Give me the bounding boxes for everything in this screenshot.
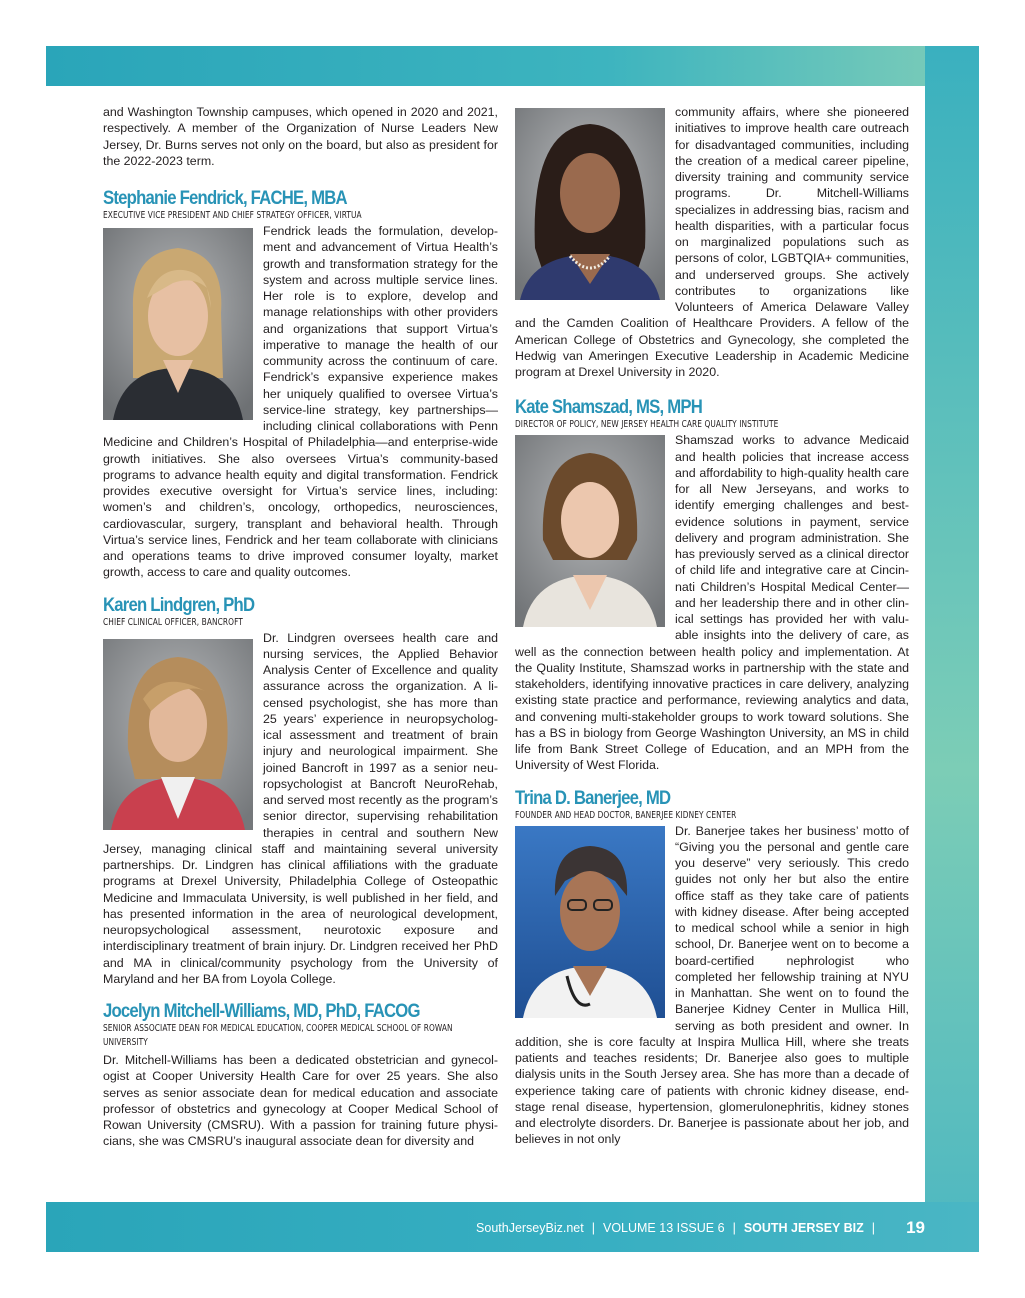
intro-paragraph: and Washington Township campuses, which opened in 2020 and 2021, respectively. A member of the Organization of Nurse Leaders New Jersey, Dr. Burns serves not only on the board, but also as president for the 2022-2023 term.: [103, 105, 498, 168]
profile-bio: Dr. Mitchell-Williams has been a dedicated obstetrician and gynecologist at Cooper University Health Care for over 25 years. She also serves as senior associate dean for medical education and associate professor of obstetrics and gynecology at Cooper Medical School of Rowan University (CMSRU). With a passion for training future physicians, she was CMSRU’s inaugural associate dean for diversity and: [103, 1053, 498, 1149]
profile-shamszad: [515, 397, 909, 773]
profile-role: CHIEF CLINICAL OFFICER, BANCROFT: [103, 616, 243, 628]
profile-bio: Dr. Banerjee takes her business’ motto of “Giving you the personal and gentle care you deserve” very seriously. This credo guides not only her but also the entire office staff as they take care of patients with kidney disease. After being accepted to medical school while a senior in high school, Dr. Banerjee went on to become a board-certified nephrologist who completed her fellowship training at NYU in Manhattan. She went on to found the Banerjee Kidney Center in Mullica Hill, serving as both president and owner. In addition, she is core faculty at Inspira Mullica Hill, where she treats patients and teaches residents; Dr. Banerjee also goes to multiple dialysis units in the South Jersey area. She has more than a decade of experience taking care of patients with chronic kidney disease, end-stage renal disease, hypertension, glomerulonephritis, kidney stones and electrolyte disorders. Dr. Banerjee is passionate about her job, and believes in not only: [515, 823, 909, 1147]
footer-site: SouthJerseyBiz.net: [476, 1221, 584, 1235]
headshot-photo: [103, 228, 253, 420]
headshot-photo: [103, 639, 253, 830]
profile-bio: Dr. Lindgren oversees health care and nursing services, the Applied Behavior Analysis Center of Excellence and quality assurance across the organization. A licensed psychologist, she has more than 25 years’ experience in neuropsychological assessment and treatment of brain injury and neurological impairment. She joined Bancroft in 1997 as a senior neuropsychologist at Bancroft NeuroRehab, and served most recently as the program’s senior director, supervising rehabilitation therapies in central and southern New Jersey, managing clinical staff and maintaining several university partnerships. Dr. Lindgren has clinical affiliations with the graduate programs at Drexel University, Philadelphia College of Osteopathic Medicine and Immaculata University, is well published in her field, and has presented information in the area of neurological development, neuropsychological assessment, neurotoxic exposure and interdisciplinary treatment of brain injury. Dr. Lindgren received her PhD and MA in clinical/community psychology from the University of Maryland and her BA from Loyola College.: [103, 630, 498, 986]
profile-name: Kate Shamszad, MS, MPH: [515, 397, 702, 419]
headshot-photo: [515, 826, 665, 1018]
profile-role: FOUNDER AND HEAD DOCTOR, BANERJEE KIDNEY CENTER: [515, 809, 737, 821]
profile-mitchell-williams: [103, 1001, 498, 1150]
profile-name: Jocelyn Mitchell-Williams, MD, PhD, FACOG: [103, 1001, 420, 1022]
footer-separator: |: [591, 1221, 595, 1235]
top-color-band: [46, 46, 979, 86]
profile-lindgren: [103, 595, 498, 988]
profile-bio-continued: community affairs, where she pioneered initiatives to improve health care outreach for disadvantaged communities, including the creation of a medical career pipeline, diversity training and community service programs. Dr. Mitchell-Williams specializes in addressing bias, racism and health disparities, with a particular focus on marginalized populations such as persons of color, LGBTQIA+ communities, and underserved groups. She actively contributes to organizations like Volunteers of America Delaware Valley and the Camden Coalition of Healthcare Providers. A fellow of the American College of Obstetrics and Gynecology, she completed the Hedwig van Ameringen Executive Leadership in Academic Medicine program at Drexel University in 2020.: [515, 105, 909, 379]
profile-name: Karen Lindgren, PhD: [103, 594, 255, 616]
profile-fendrick: [103, 188, 498, 581]
profile-role: EXECUTIVE VICE PRESIDENT AND CHIEF STRATEGY OFFICER, VIRTUA: [103, 210, 362, 221]
footer-issue: VOLUME 13 ISSUE 6: [602, 1221, 725, 1235]
right-column: [515, 104, 909, 1148]
footer-separator: |: [871, 1221, 875, 1235]
page-number: 19: [906, 1218, 925, 1237]
profile-name: Trina D. Banerjee, MD: [515, 787, 671, 809]
profile-bio: Fendrick leads the formulation, development and advancement of Virtua Health’s growth and transformation strategy for the system and across multiple service lines. Her role is to explore, develop and manage relationships with other providers and organizations that support Virtua’s imperative to manage the health of our community across the continuum of care. Fendrick’s expansive experience makes her uniquely qualified to oversee Virtua’s service-line strategy, key partnerships—including clinical collaborations with Penn Medicine and Children’s Hospital of Philadelphia—and enterprise-wide growth initiatives. She also oversees Virtua’s community-based programs to advance health equity and digital transformation. Fendrick provides executive oversight for Virtua’s service lines, including: women’s and children’s, oncology, orthopedics, neurosciences, cardiovascular, surgery, transplant and behavioral health. Through Virtua’s service lines, Fendrick and her team collaborate with clinicians and operations teams to drive improved consumer loyalty, market growth, access to care and quality outcomes.: [103, 224, 498, 580]
right-color-band: [925, 46, 979, 1252]
profile-role: SENIOR ASSOCIATE DEAN FOR MEDICAL EDUCATION, COOPER MEDICAL SCHOOL OF ROWAN UNIVERSITY: [103, 1023, 453, 1048]
left-column: [103, 104, 498, 1150]
profile-banerjee: [515, 788, 909, 1148]
footer-brand: SOUTH JERSEY BIZ: [743, 1221, 864, 1235]
footer-separator: |: [732, 1221, 736, 1235]
headshot-photo: [515, 435, 665, 627]
headshot-photo: [515, 108, 665, 300]
profile-name: Stephanie Fendrick, FACHE, MBA: [103, 188, 347, 209]
profile-role: DIRECTOR OF POLICY, NEW JERSEY HEALTH CARE QUALITY INSTITUTE: [515, 419, 779, 431]
page-footer: [46, 1218, 979, 1238]
profile-bio: Shamszad works to advance Medicaid and health policies that increase access and affordability to high-quality health care for all New Jerseyans, and works to identify emerging challenges and best-evidence solutions in payment, service delivery and program administration. She has previously served as a clinical director of child life and integrative care at Cincinnati Children’s Hospital Medical Center—and her leadership there and in other clinical settings has provided her with valuable insights into the delivery of care, as well as the connection between health policy and implementation. At the Quality Institute, Shamszad works in partnership with the state and stakeholders, identifying innovative practices in care delivery, analyzing existing state practice and performance, reviewing analytics and data, and convening multi-stakeholder groups to work toward solutions. She has a BS in biology from George Washington University, an MS in child life from Bank Street College of Education, and an MPH from the University of West Florida.: [515, 433, 909, 773]
footer-info: [476, 1218, 883, 1238]
